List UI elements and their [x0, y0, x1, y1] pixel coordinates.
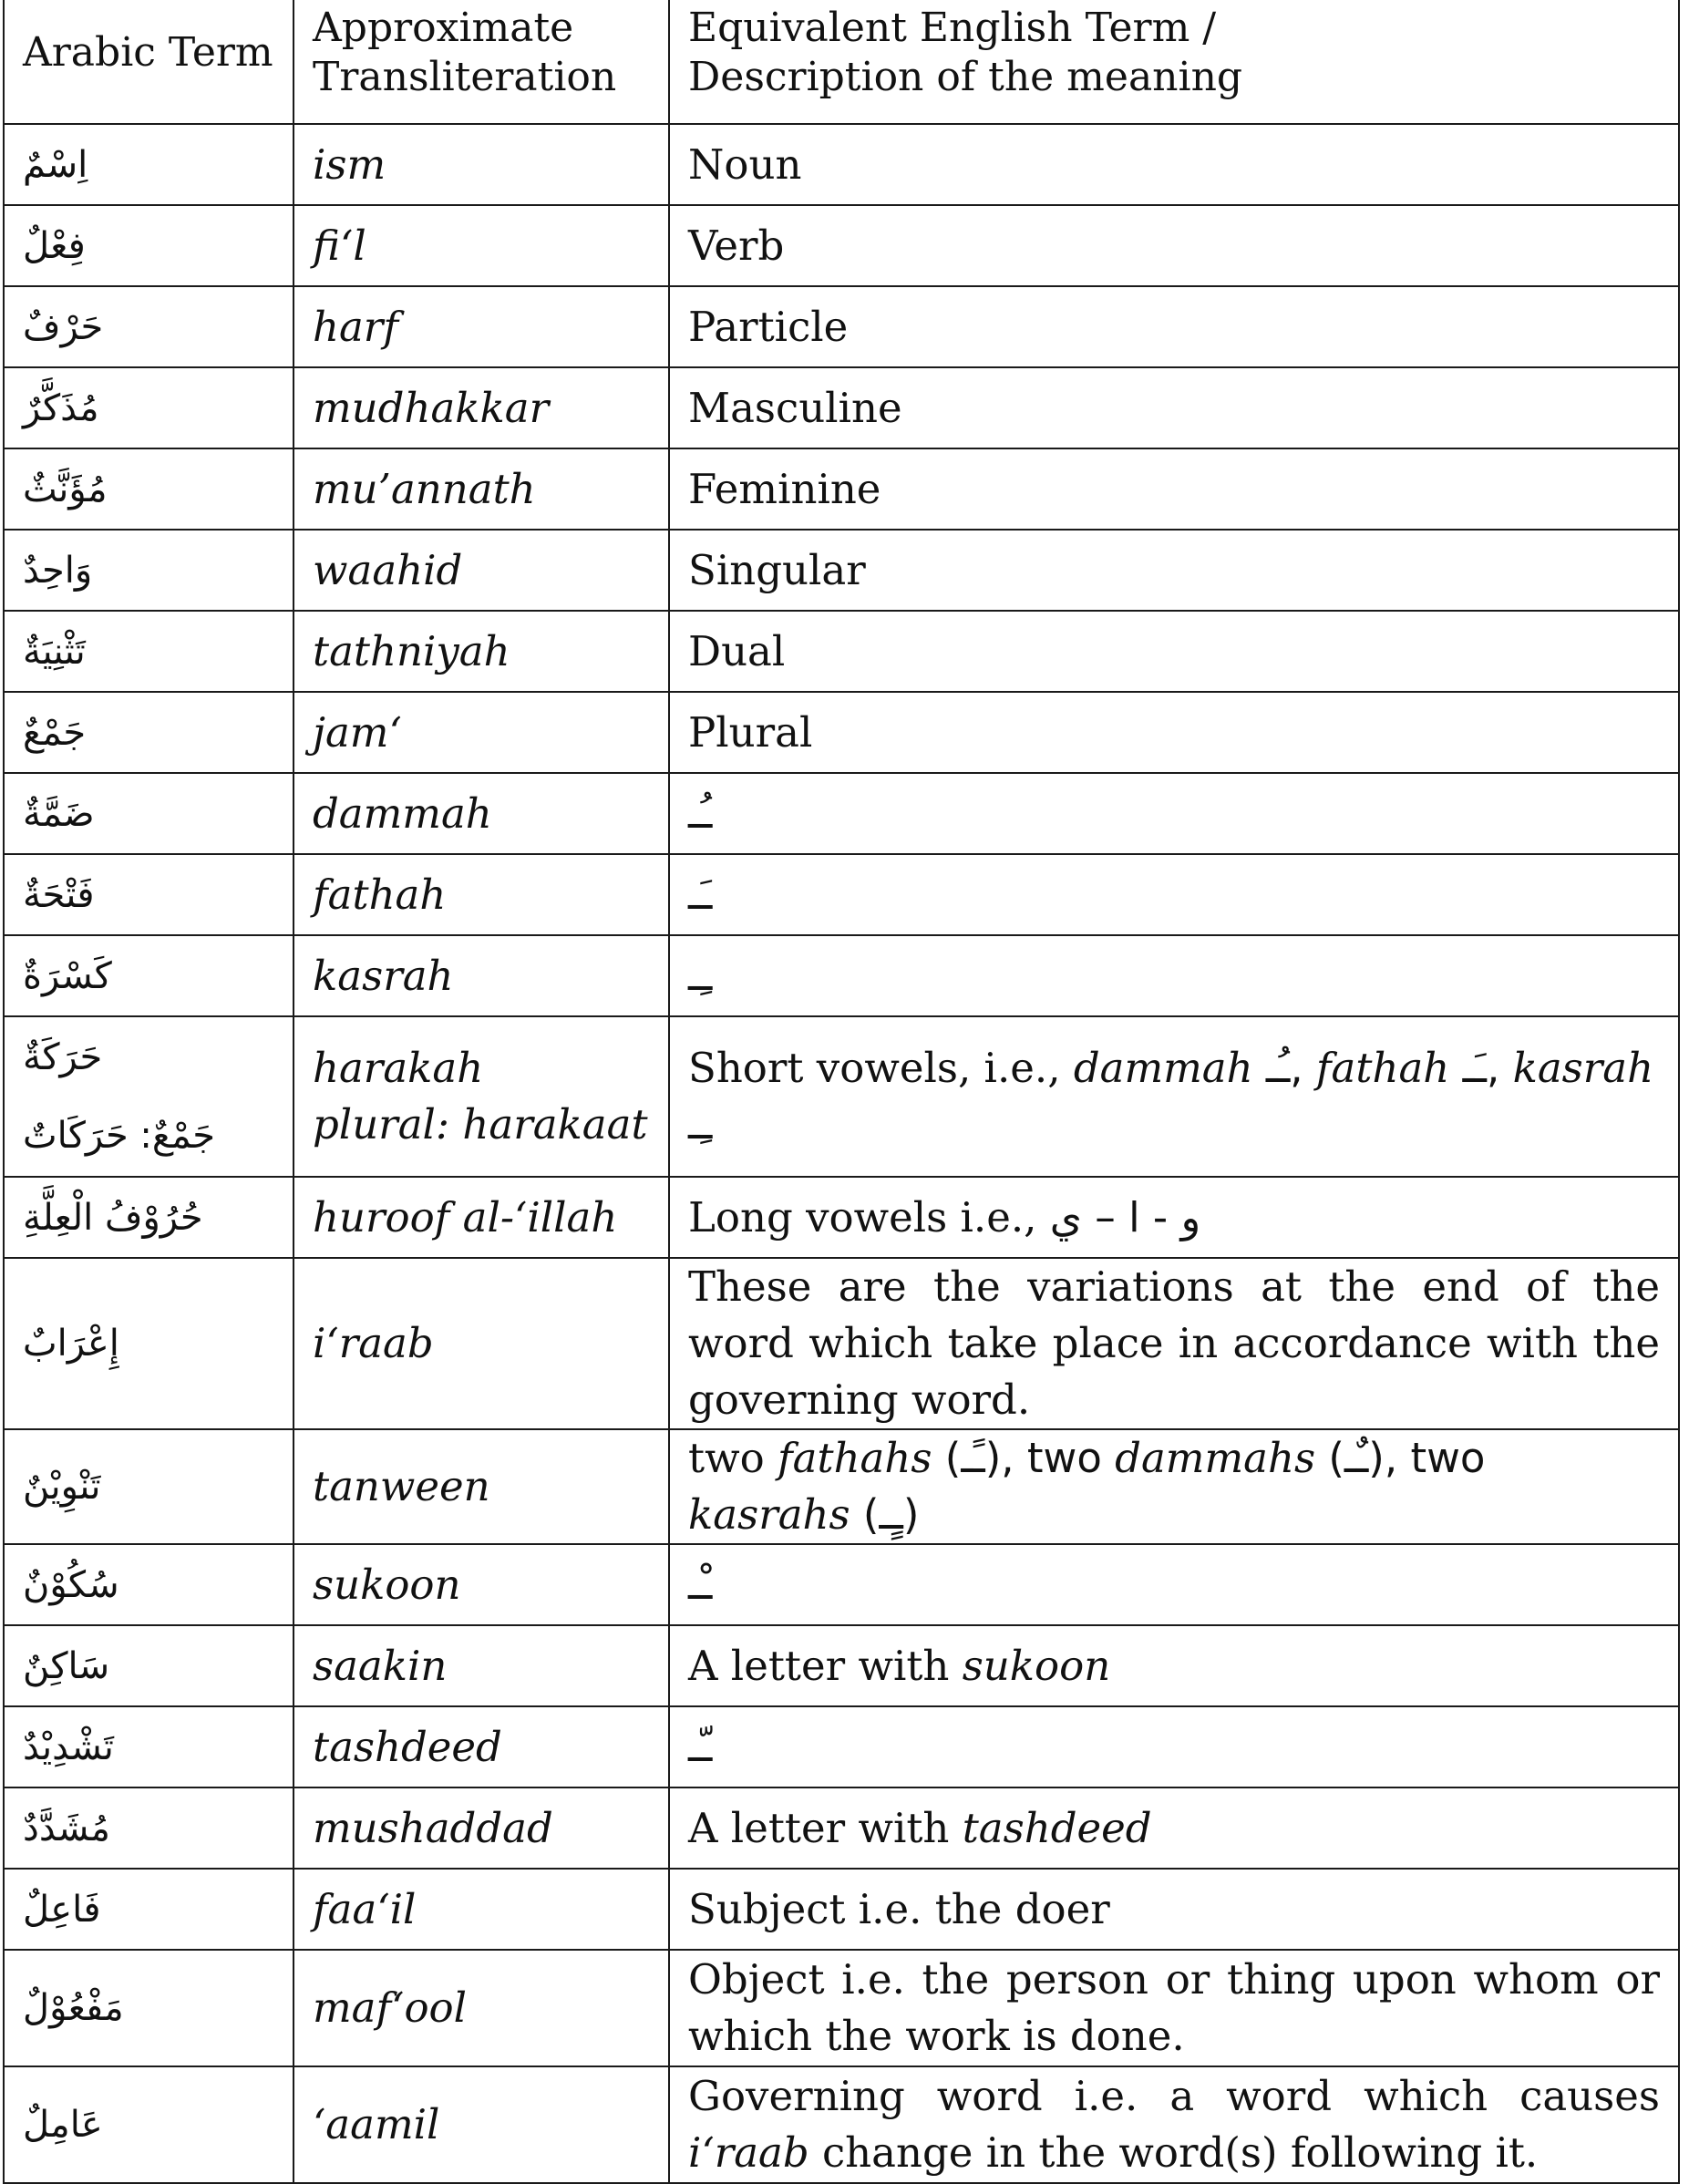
transliteration: ‘aamil [294, 2066, 669, 2183]
table-row [4, 1869, 1679, 1950]
transliteration: i‘raab [294, 1258, 669, 1429]
table-row [4, 1016, 1679, 1177]
transliteration: jam‘ [294, 692, 669, 773]
english-meaning: A letter with sukoon [669, 1625, 1679, 1706]
arabic-term: سُكُوْنٌ [4, 1544, 294, 1625]
arabic-term: تَشْدِيْدٌ [4, 1706, 294, 1787]
diacritic-symbol: ـِـ [669, 935, 1679, 1016]
arabic-term: فَاعِلٌ [4, 1869, 294, 1950]
table-row [4, 448, 1679, 530]
arabic-term [4, 1016, 294, 1177]
diacritic-symbol: ـّـ [669, 1706, 1679, 1787]
table-row [4, 854, 1679, 935]
arabic-term: مُؤَنَّثٌ [4, 448, 294, 530]
table-row [4, 1429, 1679, 1544]
arabic-term-plural: جَمْعٌ: حَرَكَاتٌ [23, 1115, 216, 1157]
table-row [4, 1706, 1679, 1787]
arabic-term: حَرْفٌ [4, 286, 294, 367]
table-row [4, 1787, 1679, 1869]
table-row [4, 1625, 1679, 1706]
table-row [4, 286, 1679, 367]
table-row [4, 2066, 1679, 2183]
diacritic-symbol: ـُـ [669, 773, 1679, 854]
transliteration: mushaddad [294, 1787, 669, 1869]
header-english-meaning: Equivalent English Term / Description of the meaning [669, 0, 1679, 124]
arabic-term: فِعْلٌ [4, 205, 294, 286]
table-row [4, 530, 1679, 611]
header-row [4, 0, 1679, 124]
transliteration: harakah plural: harakaat [294, 1016, 669, 1177]
english-meaning: Noun [669, 124, 1679, 205]
english-meaning: Dual [669, 611, 1679, 692]
english-meaning: Subject i.e. the doer [669, 1869, 1679, 1950]
english-meaning: Short vowels, i.e., dammah ـُـ, fathah ـَـ, kasrah ـِـ [669, 1016, 1679, 1177]
transliteration: mu’annath [294, 448, 669, 530]
table-row [4, 1950, 1679, 2066]
arabic-term: مَفْعُوْلٌ [4, 1950, 294, 2066]
english-meaning: These are the variations at the end of the word which take place in accordance with the governing word. [669, 1258, 1679, 1429]
english-meaning: two fathahs (ـًـ), two dammahs (ـٌـ), two kasrahs (ـٍـ) [669, 1429, 1679, 1544]
diacritic-symbol: ـْـ [669, 1544, 1679, 1625]
transliteration: huroof al-‘illah [294, 1177, 669, 1258]
header-transliteration: Approximate Transliteration [294, 0, 669, 124]
english-meaning: Feminine [669, 448, 1679, 530]
arabic-term: وَاحِدٌ [4, 530, 294, 611]
english-meaning: Masculine [669, 367, 1679, 448]
english-meaning: Singular [669, 530, 1679, 611]
arabic-term: مُشَدَّدٌ [4, 1787, 294, 1869]
transliteration: tashdeed [294, 1706, 669, 1787]
arabic-term: ضَمَّةٌ [4, 773, 294, 854]
table-row [4, 124, 1679, 205]
arabic-term: إِعْرَابٌ [4, 1258, 294, 1429]
english-meaning: Object i.e. the person or thing upon whom or which the work is done. [669, 1950, 1679, 2066]
transliteration: maf‘ool [294, 1950, 669, 2066]
glossary-table [3, 0, 1680, 2184]
transliteration: mudhakkar [294, 367, 669, 448]
transliteration: fathah [294, 854, 669, 935]
english-meaning: A letter with tashdeed [669, 1787, 1679, 1869]
diacritic-symbol: ـَـ [669, 854, 1679, 935]
arabic-term: فَتْحَةٌ [4, 854, 294, 935]
english-meaning: Plural [669, 692, 1679, 773]
transliteration: harf [294, 286, 669, 367]
table-row [4, 1258, 1679, 1429]
transliteration: sukoon [294, 1544, 669, 1625]
header-arabic-term: Arabic Term [4, 0, 294, 124]
arabic-term: سَاكِنٌ [4, 1625, 294, 1706]
table-row [4, 611, 1679, 692]
table-row [4, 1177, 1679, 1258]
english-meaning: Long vowels i.e., و - ا – ي [669, 1177, 1679, 1258]
english-meaning: Particle [669, 286, 1679, 367]
table-row [4, 692, 1679, 773]
english-meaning: Governing word i.e. a word which causes i‘raab change in the word(s) following it. [669, 2066, 1679, 2183]
arabic-term: تَنْوِيْنٌ [4, 1429, 294, 1544]
transliteration: faa‘il [294, 1869, 669, 1950]
arabic-term: حُرُوْفُ الْعِلَّةِ [4, 1177, 294, 1258]
transliteration: dammah [294, 773, 669, 854]
table-row [4, 773, 1679, 854]
transliteration: tathniyah [294, 611, 669, 692]
transliteration: ism [294, 124, 669, 205]
transliteration: kasrah [294, 935, 669, 1016]
arabic-term: عَامِلٌ [4, 2066, 294, 2183]
table-row [4, 205, 1679, 286]
transliteration: saakin [294, 1625, 669, 1706]
table-row [4, 367, 1679, 448]
arabic-term: جَمْعٌ [4, 692, 294, 773]
arabic-term-line: حَرَكَةٌ [23, 1036, 103, 1078]
arabic-term: مُذَكَّرٌ [4, 367, 294, 448]
table-row [4, 1544, 1679, 1625]
transliteration: tanween [294, 1429, 669, 1544]
arabic-term: كَسْرَةٌ [4, 935, 294, 1016]
arabic-term: تَثْنِيَةٌ [4, 611, 294, 692]
english-meaning: Verb [669, 205, 1679, 286]
arabic-term: اِسْمٌ [4, 124, 294, 205]
table-row [4, 935, 1679, 1016]
transliteration: fi‘l [294, 205, 669, 286]
transliteration: waahid [294, 530, 669, 611]
